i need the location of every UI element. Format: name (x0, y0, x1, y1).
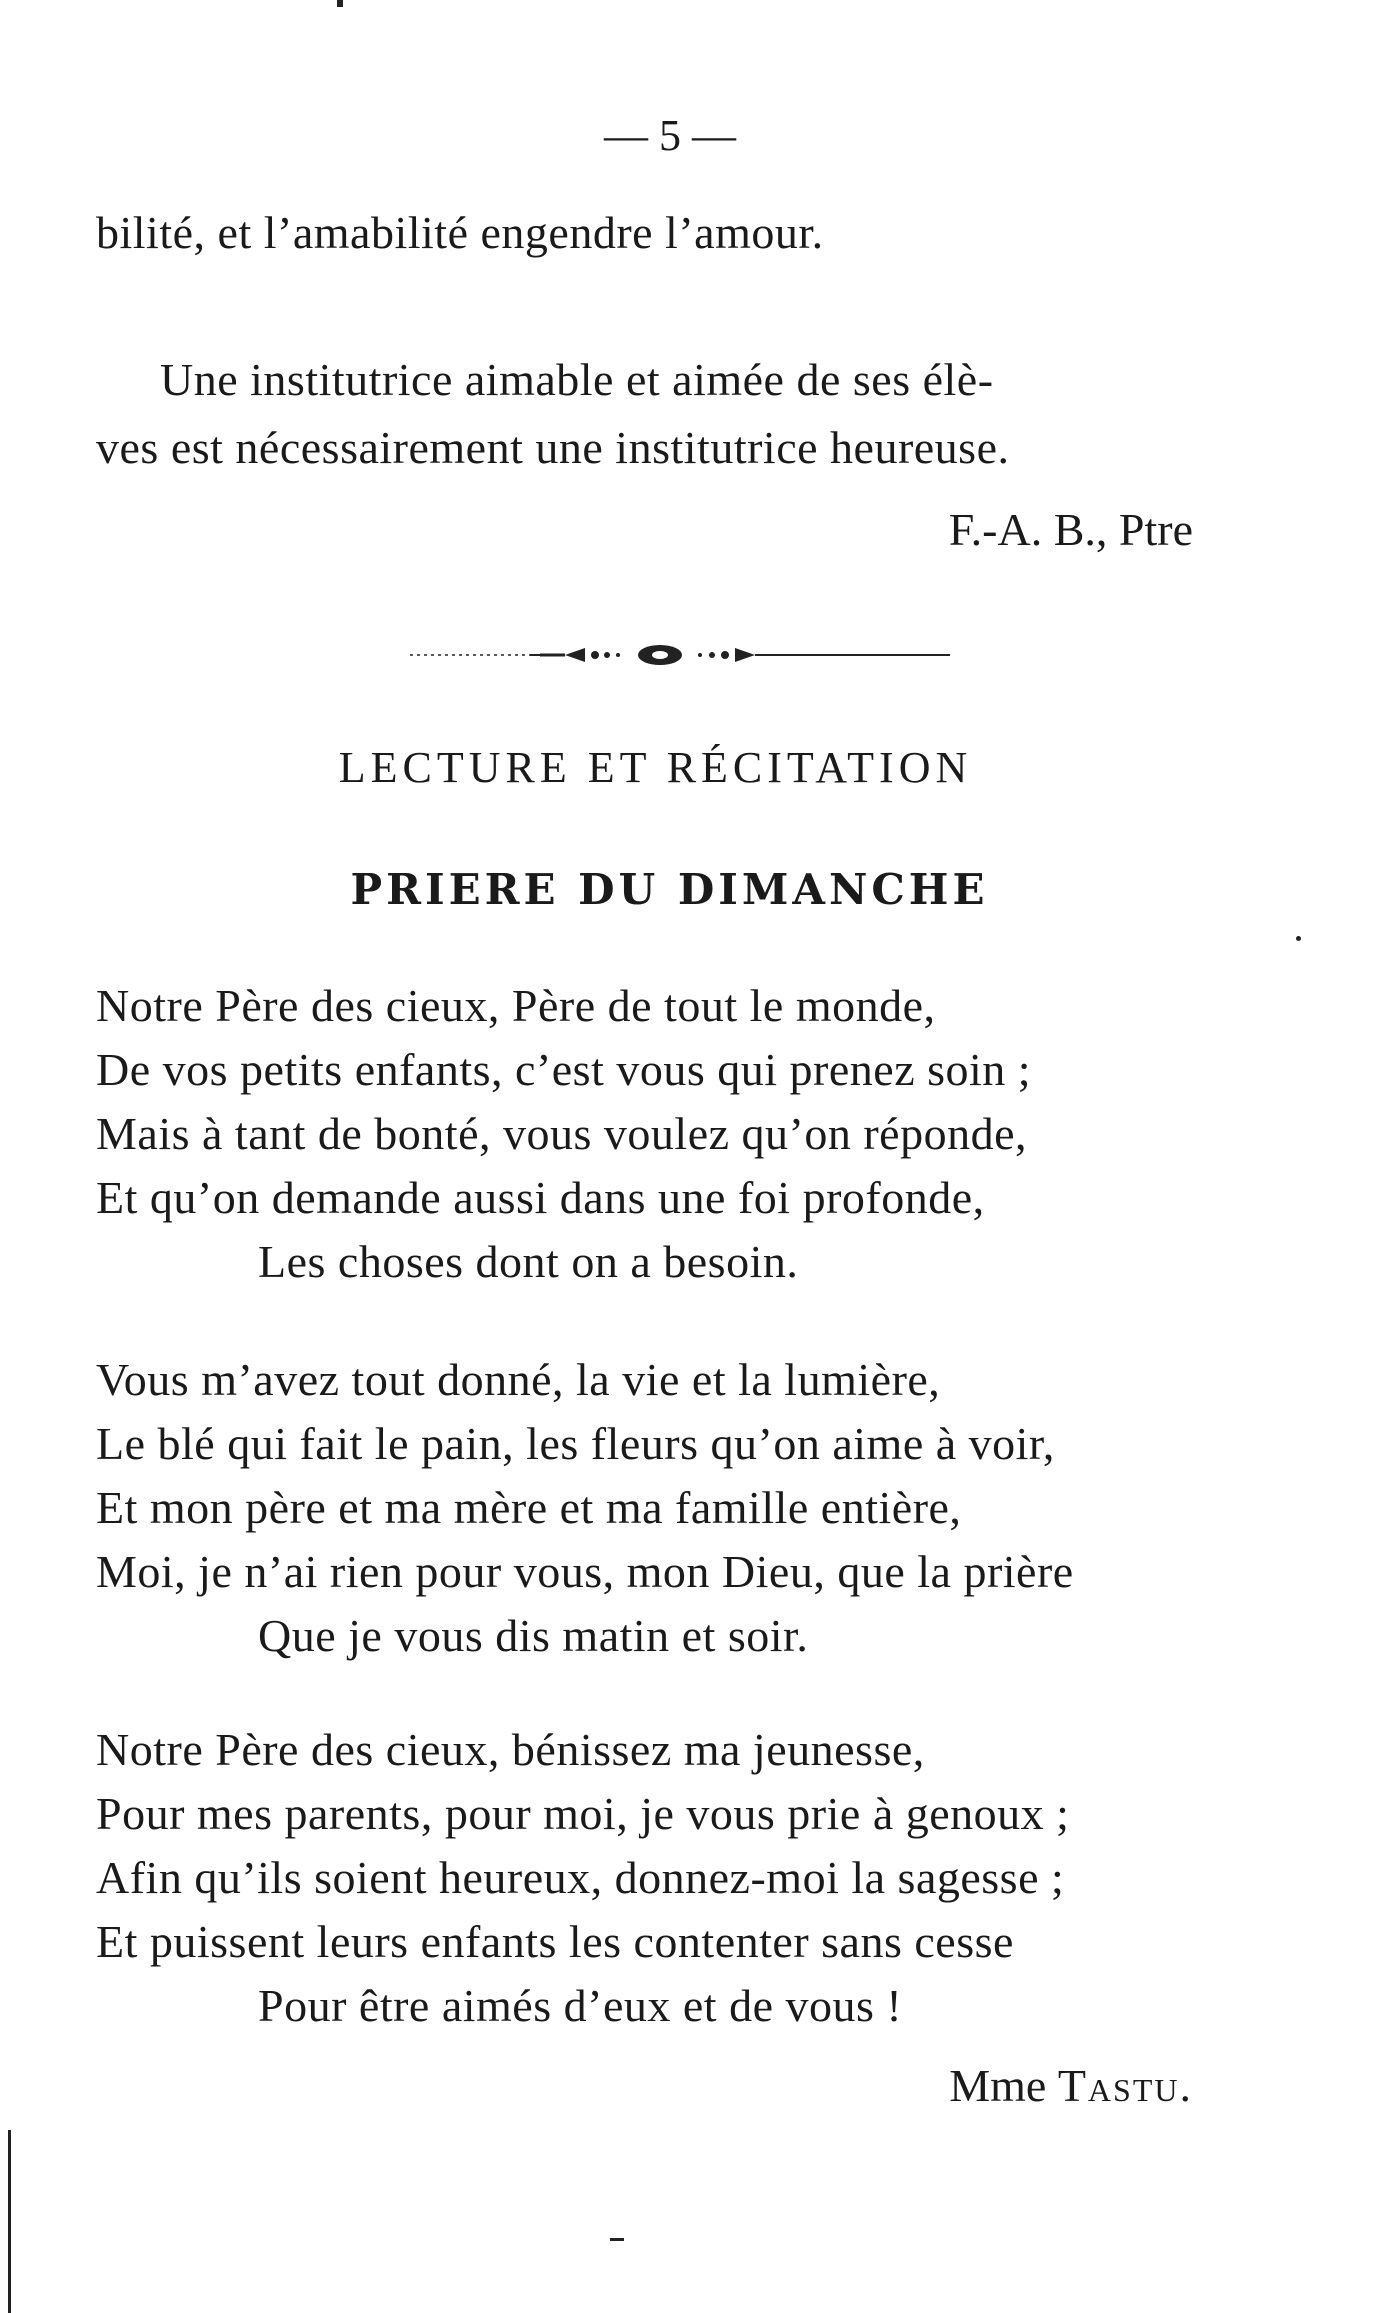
print-speck-top (337, 0, 343, 7)
stanza-2-line-5: Que je vous dis matin et soir. (258, 1610, 809, 1661)
stanza-2-line-1: Vous m’avez tout donné, la vie et la lumière, (96, 1354, 941, 1405)
stanza-1-line-2: De vos petits enfants, c’est vous qui prenez soin ; (96, 1044, 1032, 1095)
stanza-3-line-3: Afin qu’ils soient heureux, donnez-moi la sagesse ; (96, 1852, 1065, 1903)
stanza-3-line-1: Notre Père des cieux, bénissez ma jeunesse, (96, 1724, 925, 1775)
print-speck-bottom (610, 2238, 624, 2241)
stanza-1-line-5: Les choses dont on a besoin. (258, 1236, 799, 1287)
section-title: LECTURE ET RÉCITATION (338, 743, 973, 792)
stanza-3-line-2: Pour mes parents, pour moi, je vous prie à genoux ; (96, 1788, 1070, 1839)
poem-title: PRIERE DU DIMANCHE (350, 865, 989, 914)
intro-line-1: bilité, et l’amabilité engendre l’amour. (96, 207, 824, 258)
stanza-1-line-3: Mais à tant de bonté, vous voulez qu’on réponde, (96, 1108, 1027, 1159)
page-number: — 5 — (604, 111, 736, 160)
stanza-3-line-4: Et puissent leurs enfants les contenter sans cesse (96, 1916, 1014, 1967)
decorative-rule-icon (410, 635, 950, 675)
intro-signature: F.-A. B., Ptre (948, 504, 1193, 555)
print-speck-right (1296, 936, 1301, 941)
intro-line-2: Une institutrice aimable et aimée de ses élè- (160, 354, 994, 405)
author-name: Tastu. (1057, 2060, 1193, 2111)
stanza-2-line-2: Le blé qui fait le pain, les fleurs qu’on aime à voir, (96, 1418, 1055, 1469)
page-edge-line (8, 2130, 11, 2313)
author-prefix: Mme (949, 2060, 1047, 2111)
intro-line-3: ves est nécessairement une institutrice heureuse. (96, 422, 1010, 473)
stanza-1-line-1: Notre Père des cieux, Père de tout le monde, (96, 980, 936, 1031)
poem-author (949, 2058, 1193, 2114)
stanza-1-line-4: Et qu’on demande aussi dans une foi profonde, (96, 1172, 985, 1223)
stanza-2-line-3: Et mon père et ma mère et ma famille entière, (96, 1482, 962, 1533)
stanza-3-line-5: Pour être aimés d’eux et de vous ! (258, 1980, 903, 2031)
stanza-2-line-4: Moi, je n’ai rien pour vous, mon Dieu, que la prière (96, 1546, 1074, 1597)
